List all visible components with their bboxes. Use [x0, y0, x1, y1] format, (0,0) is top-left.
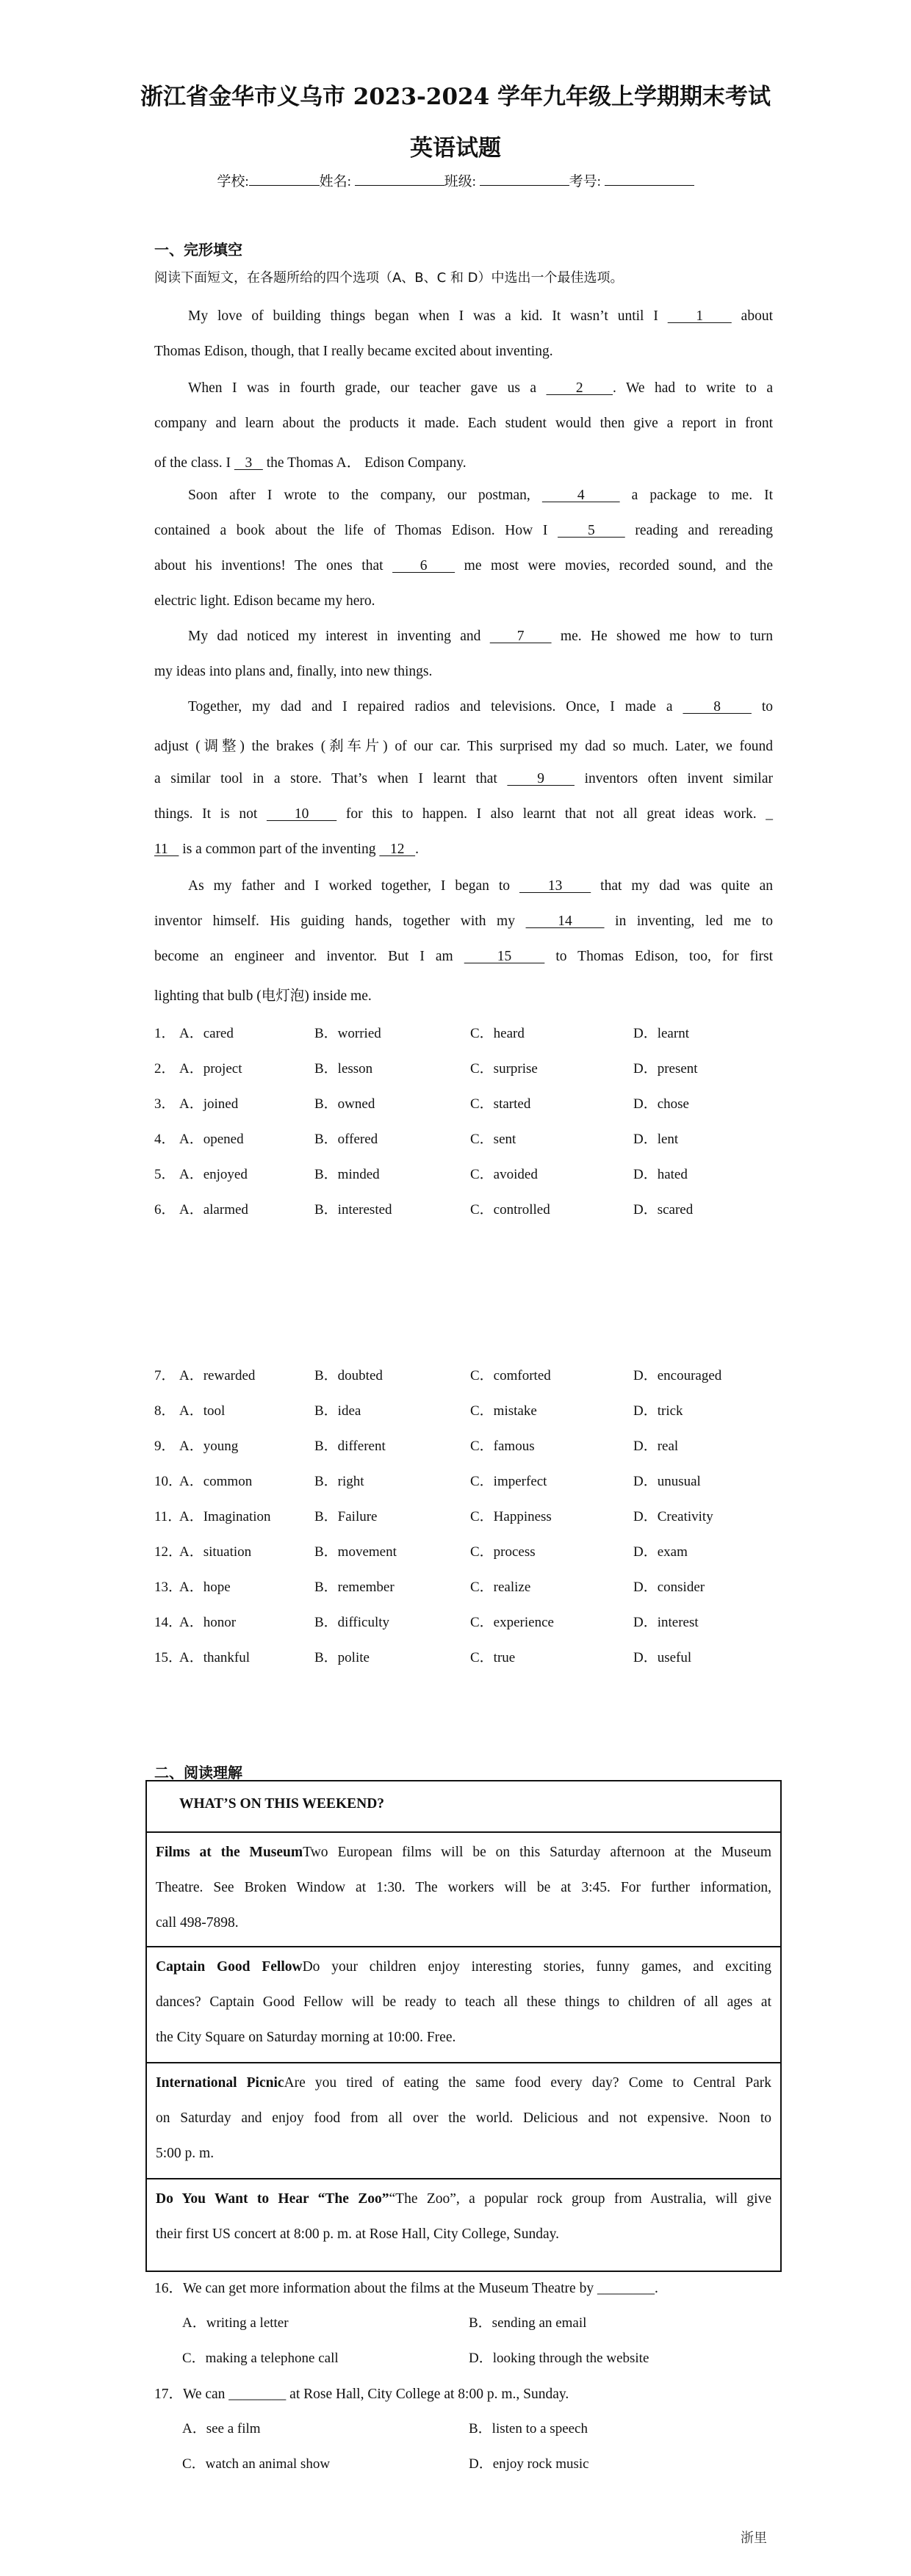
option-b[interactable]: B．offered	[314, 1132, 378, 1147]
question-16-options-2	[182, 2347, 843, 2367]
option-d[interactable]: D．enjoy rock music	[469, 2456, 589, 2472]
passage-fragment: of the class. I	[154, 455, 234, 471]
blank-number[interactable]: 14	[525, 913, 605, 929]
passage-fragment: Together, my dad and I repaired radios and televisions. Once, I made a	[188, 699, 683, 714]
option-a[interactable]: A．cared	[179, 1026, 234, 1041]
passage-fragment: a similar tool in a store. That’s when I learnt that	[154, 771, 508, 786]
question-number: 8．	[154, 1403, 176, 1419]
option-c[interactable]: C．realize	[470, 1580, 531, 1595]
question-number: 4．	[154, 1132, 176, 1147]
option-d[interactable]: D．lent	[633, 1132, 679, 1147]
blank-number[interactable]: 13	[519, 878, 591, 894]
event-line	[156, 2075, 771, 2091]
option-c[interactable]: C．comforted	[470, 1368, 551, 1383]
event-line	[156, 1994, 771, 2011]
blank-number[interactable]: 3	[234, 455, 263, 471]
option-a[interactable]: A．enjoyed	[179, 1167, 248, 1182]
passage-line	[154, 344, 773, 360]
event-title: Do You Want to Hear “The Zoo”	[156, 2191, 389, 2207]
passage-text	[188, 488, 773, 503]
option-d[interactable]: D．unusual	[633, 1474, 701, 1489]
question-row	[154, 1163, 815, 1184]
passage-text	[154, 806, 773, 822]
passage-fragment: about his inventions! The ones that	[154, 558, 393, 574]
question-row	[154, 1611, 815, 1632]
question-row	[154, 1128, 815, 1148]
option-c[interactable]: C．true	[470, 1650, 516, 1665]
event-line	[156, 1845, 771, 1861]
question-number: 12．	[154, 1544, 183, 1560]
passage-text	[154, 455, 467, 471]
passage-fragment: that my dad was quite an	[591, 878, 773, 894]
option-c[interactable]: C．Happiness	[470, 1509, 552, 1524]
option-b[interactable]: B．owned	[314, 1096, 375, 1112]
blank-number[interactable]: 15	[464, 949, 545, 964]
event-text: Theatre. See Broken Window at 1:30. The workers will be at 3:45. For further information,	[156, 1880, 771, 1895]
option-c[interactable]: C．mistake	[470, 1403, 537, 1419]
cloze-instruction: 阅读下面短文，在各题所给的四个选项（A、B、C 和 D）中选出一个最佳选项。	[154, 270, 624, 286]
passage-fragment: to Thomas Edison, too, for first	[544, 949, 774, 964]
option-c[interactable]: C．making a telephone call	[182, 2351, 339, 2366]
question-row	[154, 1093, 815, 1113]
passage-fragment: My love of building things began when I was a kid. It wasn’t until I	[188, 308, 668, 324]
passage-text	[154, 949, 773, 964]
event-line	[156, 2030, 771, 2046]
option-d[interactable]: D．hated	[633, 1167, 688, 1182]
option-d[interactable]: D．present	[633, 1061, 698, 1077]
blank-number[interactable]: 5	[558, 523, 625, 538]
passage-line	[154, 380, 773, 397]
passage-line	[154, 523, 773, 539]
passage-fragment: electric light. Edison became my hero.	[154, 593, 375, 609]
option-d[interactable]: D．exam	[633, 1544, 688, 1560]
weekend-events-box	[145, 1780, 782, 2272]
page-title: 浙江省金华市义乌市 2023-2024 学年九年级上学期期末考试	[140, 84, 771, 110]
passage-fragment: is a common part of the inventing	[179, 842, 380, 857]
question-row	[154, 1435, 815, 1455]
event-cell	[147, 2062, 780, 2179]
passage-text	[154, 771, 773, 786]
passage-fragment: become an engineer and inventor. But I am	[154, 949, 464, 964]
blank-number[interactable]: 2	[546, 380, 613, 396]
option-a[interactable]: A．hope	[179, 1580, 231, 1595]
option-b[interactable]: B．doubted	[314, 1368, 383, 1383]
box-title-cell	[147, 1781, 780, 1831]
option-d[interactable]: D．real	[633, 1439, 679, 1454]
passage-fragment: things. It is not	[154, 806, 267, 822]
option-c[interactable]: C．experience	[470, 1615, 554, 1630]
name-label: 姓名:	[319, 174, 351, 189]
question-number: 13．	[154, 1580, 183, 1595]
question-17-options-2	[182, 2453, 843, 2473]
passage-line	[154, 771, 773, 787]
event-line	[156, 1880, 771, 1896]
blank-number[interactable]: 7	[489, 629, 552, 644]
option-b[interactable]: B．lesson	[314, 1061, 373, 1077]
option-b[interactable]: B．remember	[314, 1580, 395, 1595]
event-line	[156, 1959, 771, 1975]
passage-line	[154, 664, 773, 680]
passage-line	[154, 878, 773, 894]
option-a[interactable]: A．situation	[179, 1544, 252, 1560]
question-number: 5．	[154, 1167, 176, 1182]
option-b[interactable]: B．minded	[314, 1167, 380, 1182]
box-title: WHAT’S ON THIS WEEKEND?	[179, 1796, 385, 1812]
class-blank[interactable]	[480, 185, 569, 186]
name-blank[interactable]	[355, 185, 444, 186]
event-text: call 498-7898.	[156, 1915, 239, 1931]
blank-number[interactable]: 6	[392, 558, 455, 574]
question-row	[154, 1198, 815, 1219]
option-d[interactable]: D．Creativity	[633, 1509, 713, 1524]
option-c[interactable]: C．imperfect	[470, 1474, 547, 1489]
passage-fragment: reading and rereading	[624, 523, 773, 538]
passage-fragment: me most were movies, recorded sound, and the	[455, 558, 773, 574]
event-text: on Saturday and enjoy food from all over the world. Delicious and not expensive. Noon to	[156, 2110, 771, 2126]
question-number: 9．	[154, 1439, 176, 1454]
option-a[interactable]: A．project	[179, 1061, 242, 1077]
school-blank[interactable]	[249, 185, 320, 186]
section-heading-cloze: 一、完形填空	[154, 241, 242, 258]
option-a[interactable]: A．joined	[179, 1096, 239, 1112]
option-c[interactable]: C．surprise	[470, 1061, 538, 1077]
question-16-options	[182, 2312, 843, 2332]
passage-line	[154, 734, 773, 755]
passage-text	[154, 558, 773, 574]
option-b[interactable]: B．polite	[314, 1650, 370, 1665]
passage-line	[154, 593, 773, 609]
option-a[interactable]: A．thankful	[179, 1650, 251, 1665]
option-d[interactable]: D．trick	[633, 1403, 683, 1419]
option-c[interactable]: C．watch an animal show	[182, 2456, 331, 2472]
passage-line	[154, 806, 773, 822]
blank-number[interactable]: 8	[683, 699, 752, 714]
passage-line	[154, 416, 773, 432]
passage-line	[154, 488, 773, 504]
event-line	[156, 2146, 771, 2162]
event-text: Do your children enjoy interesting stories, funny games, and exciting	[302, 1959, 771, 1975]
event-line	[156, 2226, 771, 2243]
option-a[interactable]: A．rewarded	[179, 1368, 256, 1383]
passage-fragment: for this to happen. I also learnt that not all great ideas work. _	[336, 806, 774, 822]
event-text: 5:00 p. m.	[156, 2146, 215, 2161]
passage-fragment: company and learn about the products it made. Each student would then give a report in front	[154, 416, 773, 431]
passage-line	[154, 913, 773, 930]
passage-text	[154, 593, 375, 609]
passage-fragment: . We had to write to a	[613, 380, 774, 396]
option-b[interactable]: B．worried	[314, 1026, 381, 1041]
event-cell	[147, 1946, 780, 2063]
page-subtitle: 英语试题	[410, 135, 501, 162]
passage-fragment: .	[415, 842, 419, 857]
event-line	[156, 1915, 771, 1931]
passage-line	[154, 984, 773, 1005]
event-title: International Picnic	[156, 2075, 284, 2091]
option-a[interactable]: A．common	[179, 1474, 253, 1489]
question-number: 3．	[154, 1096, 176, 1112]
option-d[interactable]: D．learnt	[633, 1026, 689, 1041]
blank-number[interactable]: 1	[667, 308, 732, 324]
event-cell	[147, 2178, 780, 2271]
option-d[interactable]: D．looking through the website	[469, 2351, 649, 2366]
option-c[interactable]: C．sent	[470, 1132, 516, 1147]
option-d[interactable]: D．scared	[633, 1202, 694, 1218]
option-a[interactable]: A．see a film	[182, 2421, 261, 2436]
passage-line	[154, 842, 773, 858]
question-row	[154, 1541, 815, 1561]
blank-number[interactable]: 12	[379, 842, 416, 857]
option-b[interactable]: B．listen to a speech	[469, 2421, 588, 2436]
question-number: 6．	[154, 1202, 176, 1218]
event-text: Two European films will be on this Saturday afternoon at the Museum	[303, 1845, 771, 1860]
option-a[interactable]: A．writing a letter	[182, 2315, 289, 2331]
event-text: dances? Captain Good Fellow will be ready to teach all these things to children of all ages at	[156, 1994, 771, 2010]
option-b[interactable]: B．idea	[314, 1403, 361, 1419]
passage-text	[188, 308, 773, 324]
event-text: the City Square on Saturday morning at 10:00. Free.	[156, 2030, 456, 2045]
passage-text	[188, 699, 773, 714]
option-b[interactable]: B．sending an email	[469, 2315, 587, 2331]
passage-text	[188, 380, 773, 396]
question-number: 14．	[154, 1615, 183, 1630]
option-c[interactable]: C．famous	[470, 1439, 535, 1454]
passage-fragment: a package to me. It	[619, 488, 773, 503]
option-b[interactable]: B．different	[314, 1439, 386, 1454]
passage-fragment: Thomas Edison, though, that I really became excited about inventing.	[154, 344, 553, 359]
passage-fragment: inventors often invent similar	[574, 771, 774, 786]
passage-fragment: lighting that bulb (电灯泡) inside me.	[154, 988, 372, 1004]
question-row	[154, 1022, 815, 1043]
question-17-stem: 17．We can ________ at Rose Hall, City College at 8:00 p. m., Sunday.	[154, 2387, 569, 2402]
passage-text	[154, 842, 419, 857]
question-number: 15．	[154, 1650, 183, 1665]
passage-text	[188, 629, 773, 644]
passage-fragment: As my father and I worked together, I began to	[188, 878, 519, 894]
option-b[interactable]: B．right	[314, 1474, 364, 1489]
option-d[interactable]: D．chose	[633, 1096, 689, 1112]
passage-text	[154, 344, 553, 359]
question-row	[154, 1364, 815, 1385]
passage-text	[188, 878, 773, 894]
option-c[interactable]: C．process	[470, 1544, 536, 1560]
event-line	[156, 2191, 771, 2207]
class-label: 班级:	[444, 174, 476, 189]
passage-text	[154, 913, 773, 929]
passage-line	[154, 451, 773, 471]
question-17-options	[182, 2417, 843, 2438]
event-cell	[147, 1831, 780, 1947]
question-number: 1．	[154, 1026, 176, 1041]
passage-fragment: the Thomas A． Edison Company.	[262, 455, 467, 471]
event-text: Are you tired of eating the same food every day? Come to Central Park	[284, 2075, 771, 2091]
question-row	[154, 1646, 815, 1667]
school-label: 学校:	[217, 174, 249, 189]
question-row	[154, 1505, 815, 1526]
option-a[interactable]: A．opened	[179, 1132, 244, 1147]
student-info-line	[0, 170, 911, 190]
passage-line	[154, 699, 773, 715]
blank-number[interactable]: 10	[266, 806, 337, 822]
option-c[interactable]: C．avoided	[470, 1167, 538, 1182]
event-text: their first US concert at 8:00 p. m. at Rose Hall, City College, Sunday.	[156, 2226, 559, 2242]
passage-text	[154, 988, 372, 1004]
option-a[interactable]: A．tool	[179, 1403, 226, 1419]
passage-line	[154, 949, 773, 965]
option-b[interactable]: B．Failure	[314, 1509, 378, 1524]
passage-line	[154, 308, 773, 325]
option-c[interactable]: C．controlled	[470, 1202, 550, 1218]
passage-line	[154, 629, 773, 645]
option-b[interactable]: B．interested	[314, 1202, 392, 1218]
passage-text	[154, 523, 773, 538]
passage-fragment: adjust (调整) the brakes (刹车片) of our car. This surprised my dad so much. Later, we found	[154, 739, 773, 754]
exam-no-blank[interactable]	[605, 185, 694, 186]
passage-text	[154, 416, 773, 431]
passage-fragment: inventor himself. His guiding hands, together with my	[154, 913, 526, 929]
passage-fragment: contained a book about the life of Thomas Edison. How I	[154, 523, 558, 538]
event-line	[156, 2110, 771, 2127]
section-heading-reading: 二、阅读理解	[154, 1764, 242, 1781]
question-16-stem: 16．We can get more information about the films at the Museum Theatre by ________.	[154, 2281, 658, 2296]
passage-fragment: my ideas into plans and, finally, into new things.	[154, 664, 433, 679]
option-a[interactable]: A．young	[179, 1439, 239, 1454]
exam-no-label: 考号:	[569, 174, 601, 189]
passage-fragment: My dad noticed my interest in inventing and	[188, 629, 490, 644]
option-c[interactable]: C．started	[470, 1096, 531, 1112]
blank-number[interactable]: 11	[154, 842, 179, 857]
question-row	[154, 1400, 815, 1420]
question-number: 11．	[154, 1509, 182, 1524]
passage-line	[154, 558, 773, 574]
option-d[interactable]: D．interest	[633, 1615, 699, 1630]
option-d[interactable]: D．consider	[633, 1580, 705, 1595]
question-row	[154, 1057, 815, 1078]
option-a[interactable]: A．alarmed	[179, 1202, 248, 1218]
passage-fragment: about	[731, 308, 773, 324]
event-text: “The Zoo”, a popular rock group from Australia, will give	[389, 2191, 771, 2207]
question-number: 10．	[154, 1474, 183, 1489]
question-number: 7．	[154, 1368, 176, 1383]
passage-fragment: me. He showed me how to turn	[551, 629, 774, 644]
event-title: Films at the Museum	[156, 1845, 303, 1860]
option-d[interactable]: D．encouraged	[633, 1368, 722, 1383]
question-row	[154, 1470, 815, 1491]
passage-text	[154, 739, 773, 754]
option-c[interactable]: C．heard	[470, 1026, 525, 1041]
option-a[interactable]: A．honor	[179, 1615, 237, 1630]
blank-number[interactable]: 4	[541, 488, 620, 503]
question-row	[154, 1576, 815, 1596]
option-a[interactable]: A．Imagination	[179, 1509, 271, 1524]
option-b[interactable]: B．difficulty	[314, 1615, 390, 1630]
option-b[interactable]: B．movement	[314, 1544, 397, 1560]
question-number: 2．	[154, 1061, 176, 1077]
passage-fragment: Soon after I wrote to the company, our postman,	[188, 488, 542, 503]
page-footer: 浙里	[741, 2530, 767, 2546]
event-title: Captain Good Fellow	[156, 1959, 303, 1975]
passage-fragment: to	[751, 699, 774, 714]
passage-fragment: in inventing, led me to	[604, 913, 774, 929]
passage-text	[154, 664, 432, 679]
passage-fragment: When I was in fourth grade, our teacher gave us a	[188, 380, 547, 396]
blank-number[interactable]: 9	[507, 771, 575, 786]
option-d[interactable]: D．useful	[633, 1650, 692, 1665]
